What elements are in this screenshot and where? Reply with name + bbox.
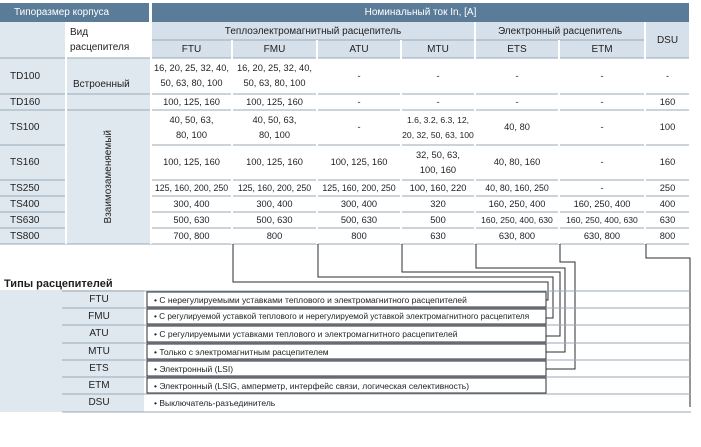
cell-ts250-etm: - (600, 182, 604, 193)
col-header-atu: ATU (318, 40, 400, 58)
col-header-ftu: FTU (152, 40, 231, 58)
cell-ts160-atu: 100, 125, 160 (330, 157, 388, 167)
cell-ts100-fmu: 40, 50, 63, 80, 100 (252, 114, 297, 140)
cell-ts400-ets: 160, 250, 400 (488, 198, 546, 209)
cell-td100-ftu: 16, 20, 25, 32, 40, 50, 63, 80, 100 (154, 63, 229, 88)
frame-ts800: TS800 (0, 228, 65, 244)
legend-desc-atu: • С регулируемыми уставками теплового и электромагнитного расцепителей (154, 329, 458, 339)
dsu-header: DSU (646, 22, 689, 58)
cell-ts630-atu: 500, 630 (340, 214, 378, 225)
cell-ts400-mtu: 320 (430, 198, 446, 209)
frame-td100: TD100 (0, 58, 65, 94)
cell-ts800-atu: 800 (351, 230, 367, 241)
thermomagnetic-header: Теплоэлектромагнитный расцепитель (152, 22, 474, 40)
cell-ts800-ftu: 700, 800 (173, 230, 210, 241)
cell-ts800-fmu: 800 (266, 230, 283, 241)
col-header-fmu: FMU (233, 40, 316, 58)
cell-ts400-fmu: 300, 400 (256, 198, 293, 209)
cell-td160-ets: - (515, 96, 519, 107)
legend-code-fmu: FMU (88, 311, 110, 322)
cell-ts630-etm: 160, 250, 400, 630 (566, 214, 638, 225)
frame-ts250: TS250 (0, 180, 65, 196)
cell-ts250-ets: 40, 80, 160, 250 (485, 182, 549, 193)
cell-ts100-ftu: 40, 50, 63, 80, 100 (169, 114, 214, 140)
frame-ts400: TS400 (0, 196, 65, 212)
cell-td160-mtu: - (436, 96, 440, 107)
cell-td160-atu: - (357, 96, 361, 107)
legend-desc-fmu: • С регулируемой уставкой теплового и нерегулируемой уставкой электромагнитного расцепителя (154, 312, 530, 321)
cell-ts160-mtu: 32, 50, 63, 100, 160 (416, 149, 460, 175)
cell-ts800-mtu: 630 (430, 230, 446, 241)
legend-desc-ftu: • С нерегулируемыми уставками теплового и электромагнитного расцепителей (154, 294, 467, 305)
legend-desc-etm: • Электронный (LSIG, амперметр, интерфейс связи, логическая селективность) (154, 380, 470, 391)
frame-ts160: TS160 (0, 145, 65, 180)
cell-ts250-atu: 125, 160, 200, 250 (322, 182, 396, 193)
legend-code-ftu: FTU (89, 294, 109, 305)
rated-current-header: Номинальный ток In, [A] (152, 3, 689, 22)
legend-title: Типы расцепителей (4, 278, 113, 290)
cell-td100-ets: - (515, 70, 519, 81)
legend-code-dsu: DSU (88, 397, 110, 408)
cell-ts100-atu: - (357, 122, 361, 132)
cell-ts160-fmu: 100, 125, 160 (246, 157, 303, 167)
col-header-etm: ETM (560, 40, 644, 58)
cell-td160-fmu: 100, 125, 160 (246, 96, 303, 107)
cell-ts800-ets: 630, 800 (498, 230, 536, 241)
legend-desc-ets: • Электронный (LSI) (154, 363, 234, 374)
cell-td100-mtu: - (436, 70, 440, 81)
cell-ts160-dsu: 160 (659, 157, 676, 167)
frame-ts100: TS100 (0, 110, 65, 145)
cell-ts400-dsu: 400 (659, 198, 676, 209)
cell-ts800-dsu: 800 (659, 230, 676, 241)
cell-ts400-atu: 300, 400 (340, 198, 378, 209)
cell-ts160-ftu: 100, 125, 160 (163, 157, 220, 167)
trip-type-header: Вид расцепителя (70, 27, 130, 53)
col-header-ets: ETS (476, 40, 558, 58)
cell-ts800-etm: 630, 800 (583, 230, 621, 241)
cell-ts100-mtu: 1.6, 3.2, 6.3, 12, 20, 32, 50, 63, 100 (402, 114, 474, 140)
cell-td100-fmu: 16, 20, 25, 32, 40, 50, 63, 80, 100 (237, 63, 312, 88)
cell-ts630-ets: 160, 250, 400, 630 (481, 214, 553, 225)
cell-ts400-ftu: 300, 400 (173, 198, 210, 209)
legend-desc-mtu: • Только с электромагнитным расцепителем (154, 346, 329, 357)
cell-td100-dsu: - (665, 70, 670, 81)
cell-ts630-fmu: 500, 630 (256, 214, 293, 225)
group-interchangeable-label: Взаимозаменяемый (103, 130, 114, 224)
legend-code-atu: ATU (89, 328, 109, 339)
cell-ts630-mtu: 500 (430, 214, 446, 225)
legend-code-ets: ETS (89, 363, 109, 374)
legend-desc-dsu: • Выключатель-разъединитель (154, 398, 276, 408)
frame-size-header: Типоразмер корпуса (0, 3, 149, 22)
cell-ts100-ets: 40, 80 (504, 122, 530, 132)
cell-td160-etm: - (600, 96, 604, 107)
cell-ts160-ets: 40, 80, 160 (493, 157, 541, 167)
cell-ts250-ftu: 125, 160, 200, 250 (154, 182, 229, 193)
frame-ts630: TS630 (0, 212, 65, 228)
legend-code-mtu: MTU (88, 346, 110, 357)
electronic-header: Электронный расцепитель (476, 22, 644, 40)
cell-ts630-ftu: 500, 630 (173, 214, 210, 225)
cell-td160-ftu: 100, 125, 160 (163, 96, 220, 107)
cell-ts630-dsu: 630 (659, 214, 676, 225)
cell-ts250-mtu: 100, 160, 220 (409, 182, 467, 193)
cell-td100-etm: - (600, 70, 604, 81)
legend-code-etm: ETM (88, 380, 110, 391)
cell-td100-atu: - (357, 70, 361, 81)
cell-ts100-dsu: 100 (659, 122, 676, 132)
cell-ts250-fmu: 125, 160, 200, 250 (237, 182, 312, 193)
cell-ts400-etm: 160, 250, 400 (573, 198, 631, 209)
cell-ts250-dsu: 250 (659, 182, 676, 193)
group-built-in: Встроенный (67, 58, 150, 110)
cell-ts160-etm: - (600, 157, 604, 167)
frame-td160: TD160 (0, 94, 65, 110)
cell-td160-dsu: 160 (659, 96, 676, 107)
col-header-mtu: MTU (402, 40, 474, 58)
cell-ts100-etm: - (600, 122, 604, 132)
